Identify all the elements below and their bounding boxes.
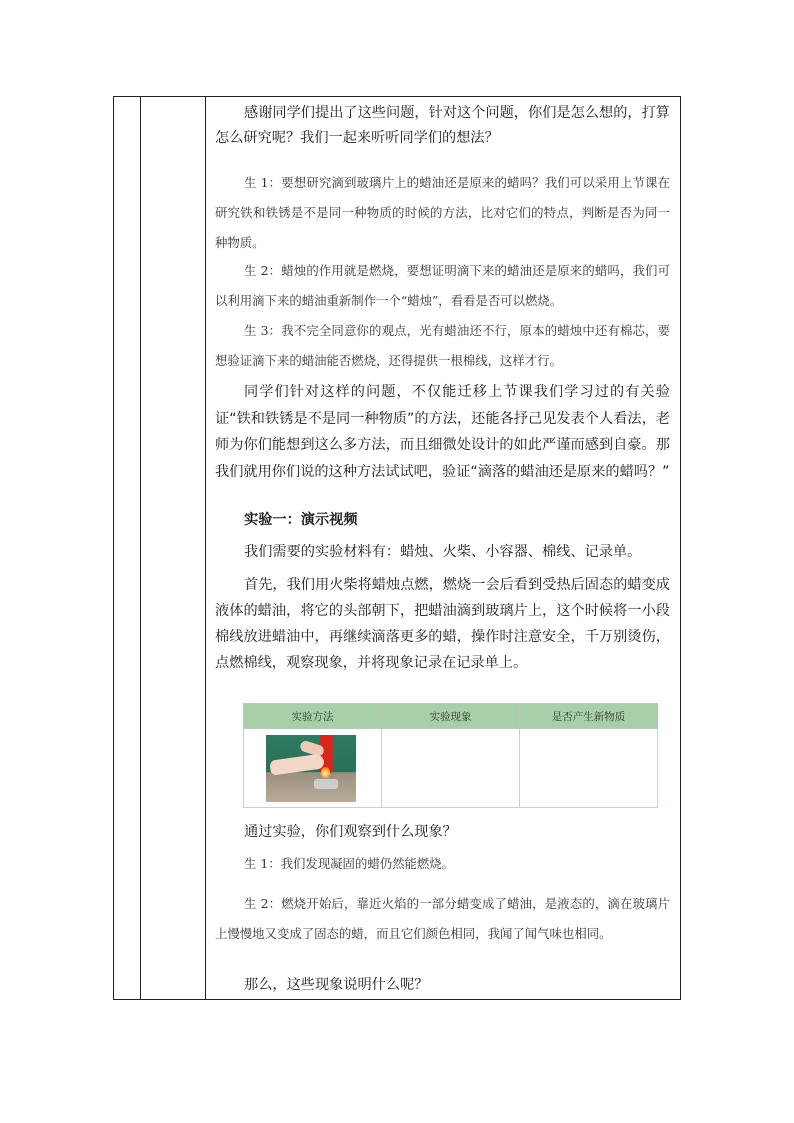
- lesson-table: [113, 96, 681, 1000]
- column-header-phenomenon: 实验现象: [382, 704, 520, 729]
- paragraph: 感谢同学们提出了这些问题，针对这个问题，你们是怎么想的，打算怎么研究呢？我们一起来听听同学们的想法？: [215, 105, 670, 146]
- student-answer: 生 2：蜡烛的作用就是燃烧，要想证明滴下来的蜡油还是原来的蜡吗，我们可以利用滴下来的蜡油重新制作一个“蜡烛”，看看是否可以燃烧。: [215, 263, 670, 308]
- student-answer: 生 1：我们发现凝固的蜡仍然能燃烧。: [244, 856, 455, 871]
- student-answer: 生 2：燃烧开始后，靠近火焰的一部分蜡变成了蜡油，是液态的，滴在玻璃片上慢慢地又变成了固态的蜡，而且它们颜色相同，我闻了闻气味也相同。: [215, 896, 670, 941]
- paragraph: 我们需要的实验材料有：蜡烛、火柴、小容器、棉线、记录单。: [244, 544, 642, 560]
- paragraph: 同学们针对这样的问题，不仅能迁移上节课我们学习过的有关验证“铁和铁锈是不是同一种物质”的方法，还能各抒己见发表个人看法，老师为你们能想到这么多方法，而且细微处设计的如此严谨而感到自豪。那我们就用你们说的这种方法试试吧，验证“滴落的蜡油还是原来的蜡吗？”: [215, 384, 670, 480]
- lesson-content-lower: [206, 97, 680, 999]
- column-divider: [140, 97, 141, 999]
- paragraph: 首先，我们用火柴将蜡烛点燃，燃烧一会后看到受热后固态的蜡变成液体的蜡油，将它的头部朝下，把蜡油滴到玻璃片上，这个时候将一小段棉线放进蜡油中，再继续滴落更多的蜡，操作时注意安全，千万别烫伤，点燃棉线，观察现象，并将现象记录在记录单上。: [215, 577, 670, 671]
- paragraph: 那么，这些现象说明什么呢？: [244, 977, 429, 993]
- paragraph: 通过实验，你们观察到什么现象？: [244, 824, 457, 840]
- student-answer: 生 3：我不完全同意你的观点，光有蜡油还不行，原本的蜡烛中还有棉芯，要想验证滴下来的蜡油能否燃烧，还得提供一根棉线，这样才行。: [215, 323, 670, 368]
- column-header-new-substance: 是否产生新物质: [520, 704, 658, 729]
- column-header-method: 实验方法: [244, 704, 382, 729]
- student-answer: 生 1：要想研究滴到玻璃片上的蜡油还是原来的蜡吗？我们可以采用上节课在研究铁和铁锈是不是同一种物质的时候的方法，比对它们的特点，判断是否为同一种物质。: [215, 175, 670, 250]
- section-heading: 实验一：演示视频: [244, 512, 358, 528]
